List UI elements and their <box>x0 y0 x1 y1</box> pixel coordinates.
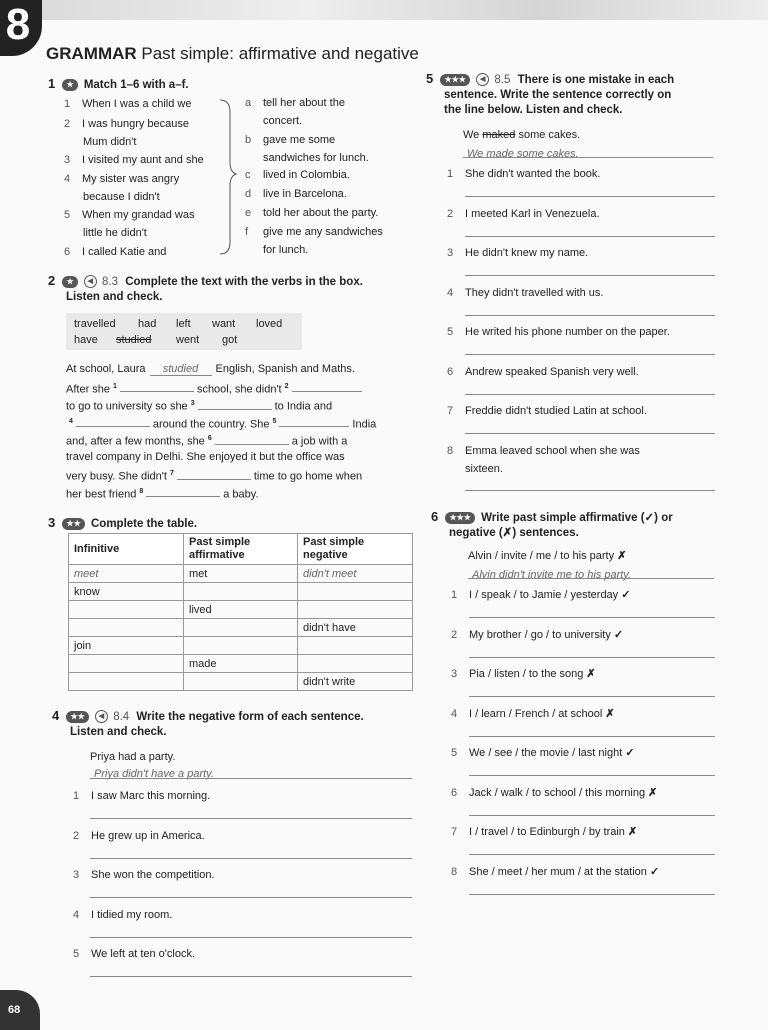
ex1-item-text: When I was a child we <box>82 98 192 110</box>
table-cell-empty[interactable] <box>298 601 413 619</box>
ex6-item-number: 8 <box>451 865 458 878</box>
ex2-text-line <box>66 360 355 378</box>
gap-line[interactable] <box>292 381 362 392</box>
answer-line <box>468 578 714 579</box>
ex5-instruction-3: the line below. Listen and check. <box>444 104 623 116</box>
ex6-number: 6 <box>431 509 439 524</box>
ex1-item-text: I visited my aunt and she <box>82 154 204 166</box>
ex4-item-text: She won the competition. <box>91 869 215 881</box>
table-cell: met <box>184 565 298 583</box>
ex2-text-segment: around the country. She <box>152 418 270 431</box>
ex4-item-number: 2 <box>73 829 80 842</box>
table-cell-empty[interactable] <box>298 583 413 601</box>
ex1-option-letter: e <box>245 207 252 219</box>
table-cell: join <box>69 637 184 655</box>
ex5-item-text: Freddie didn't studied Latin at school. <box>465 405 647 417</box>
table-header-1 <box>184 534 298 565</box>
page-title <box>46 44 419 64</box>
answer-line[interactable] <box>90 937 412 938</box>
cross-icon: ✗ <box>648 786 658 799</box>
gap-line[interactable] <box>120 381 194 392</box>
ex5-item-text: He didn't knew my name. <box>465 247 589 259</box>
answer-line[interactable] <box>469 775 715 776</box>
word-box-item: want <box>212 318 236 330</box>
top-banner <box>0 0 768 20</box>
word-box <box>66 313 302 350</box>
ex6-item-number: 7 <box>451 826 458 838</box>
ex4-instruction: Write the negative form of each sentence. <box>136 711 364 723</box>
ex1-option-text: gave me some <box>263 134 336 146</box>
ex6-item <box>469 626 623 644</box>
table-cell: meet <box>69 565 184 583</box>
ex1-instruction: Match 1–6 with a–f. <box>83 79 189 91</box>
table-row <box>69 637 413 655</box>
ex2-text-segment: school, she didn't <box>196 383 282 396</box>
ex5-item-text: She didn't wanted the book. <box>465 168 601 180</box>
ex5-item-number: 2 <box>447 207 454 220</box>
ex2-heading <box>48 273 363 305</box>
ex4-item-text: I saw Marc this morning. <box>91 790 211 802</box>
answer-line[interactable] <box>465 315 715 316</box>
ex1-item-number: 1 <box>64 98 71 110</box>
cross-icon: ✗ <box>605 707 615 720</box>
ex1-item-number: 4 <box>64 173 71 185</box>
answer-line[interactable] <box>469 815 715 816</box>
table-cell-empty[interactable] <box>184 619 298 637</box>
ex4-example-answer: Priya didn't have a party. <box>94 768 214 780</box>
gap-line[interactable] <box>215 434 289 445</box>
cross-icon: ✗ <box>586 668 596 680</box>
table-cell-empty[interactable] <box>298 655 413 673</box>
answer-line[interactable] <box>465 275 715 276</box>
ex1-option-letter: f <box>245 226 249 238</box>
title-bold: GRAMMAR <box>46 44 137 63</box>
audio-icon[interactable]: ◀ <box>95 710 108 723</box>
ex6-item-number: 2 <box>451 628 458 641</box>
cross-icon: ✗ <box>617 550 627 562</box>
ex1-option-text: tell her about the <box>263 97 345 109</box>
table-cell-empty[interactable] <box>184 673 298 691</box>
answer-line[interactable] <box>90 897 412 898</box>
ex4-track: 8.4 <box>113 711 130 723</box>
ex1-stars: ★ <box>62 79 77 91</box>
ex4-instruction-2: Listen and check. <box>70 726 167 738</box>
table-header-2 <box>298 534 413 565</box>
table-row <box>69 673 413 691</box>
ex6-example-answer: Alvin didn't invite me to his party. <box>472 569 632 581</box>
table-cell-empty[interactable] <box>184 637 298 655</box>
ex2-text-line <box>66 448 345 466</box>
answer-line[interactable] <box>90 858 412 859</box>
page-number: 68 <box>0 990 40 1030</box>
table-row <box>69 583 413 601</box>
tick-icon: ✓ <box>613 628 624 641</box>
ex2-example-answer: studied <box>150 363 212 376</box>
ex4-item-number: 3 <box>73 869 80 881</box>
ex6-item-text: I / learn / French / at school <box>469 707 603 720</box>
ex2-text-segment: India <box>352 418 377 431</box>
ex1-option-text: give me any sandwiches <box>263 226 383 238</box>
table-row <box>69 655 413 673</box>
gap-line[interactable] <box>279 416 349 427</box>
ex5-track: 8.5 <box>494 74 511 86</box>
ex4-item-text: I tidied my room. <box>91 908 173 921</box>
ex2-track: 8.3 <box>102 276 119 288</box>
table-cell-empty[interactable] <box>69 619 184 637</box>
word-box-item: got <box>222 334 238 346</box>
table-cell-empty[interactable] <box>184 583 298 601</box>
ex1-option-letter: a <box>245 97 252 109</box>
ex6-item-number: 1 <box>451 589 458 601</box>
ex6-item-number: 4 <box>451 707 458 720</box>
ex5-example-strike: maked <box>482 129 516 141</box>
ex6-example-text: Alvin / invite / me / to his party <box>468 550 615 562</box>
word-box-item-used: studied <box>116 334 152 346</box>
gap-number: 1 <box>113 382 117 390</box>
table-header-text: negative <box>303 549 348 561</box>
table-row <box>69 565 413 583</box>
table-cell: lived <box>184 601 298 619</box>
ex5-item-number: 3 <box>447 247 454 259</box>
ex2-text-segment: very busy. She didn't <box>66 470 167 483</box>
ex5-item-number: 7 <box>447 405 454 417</box>
ex2-text-segment: to go to university so she <box>66 400 188 413</box>
ex1-option-text: for lunch. <box>263 244 309 256</box>
ex2-text-line <box>66 483 259 504</box>
ex6-item <box>469 744 635 762</box>
ex1-item-number: 5 <box>64 209 71 221</box>
ex2-stars: ★ <box>62 276 77 288</box>
ex2-text-segment: to India and <box>274 400 333 413</box>
audio-icon[interactable]: ◀ <box>84 275 97 288</box>
ex1-item-text: little he didn't <box>83 227 147 239</box>
ex2-text-segment: and, after a few months, she <box>66 435 205 448</box>
table-cell-empty[interactable] <box>69 601 184 619</box>
ex4-item-number: 4 <box>73 908 80 921</box>
ex5-number: 5 <box>426 71 434 86</box>
brace-icon <box>216 92 240 262</box>
audio-icon[interactable]: ◀ <box>476 73 489 86</box>
answer-line[interactable] <box>469 736 715 737</box>
ex2-text-segment: her best friend <box>66 488 137 501</box>
answer-line[interactable] <box>465 394 715 395</box>
word-box-item: had <box>138 318 157 330</box>
gap-line[interactable] <box>146 486 220 497</box>
cross-icon: ✗ <box>627 826 638 838</box>
ex6-item <box>469 784 657 802</box>
gap-line[interactable] <box>76 416 150 427</box>
ex6-item-text: Pia / listen / to the song <box>469 668 584 680</box>
ex1-item-number: 3 <box>64 154 71 166</box>
answer-line[interactable] <box>469 657 715 658</box>
ex2-instruction-2: Listen and check. <box>66 291 163 303</box>
ex2-text-segment: After she <box>66 383 111 396</box>
ex5-item-text: He writed his phone number on the paper. <box>465 326 670 338</box>
ex3-number: 3 <box>48 515 56 530</box>
ex1-option-text: lived in Colombia. <box>263 169 350 181</box>
ex6-item-number: 5 <box>451 747 458 759</box>
table-cell: didn't meet <box>298 565 413 583</box>
ex5-instruction-2: sentence. Write the sentence correctly on <box>444 89 672 101</box>
ex6-item-number: 6 <box>451 786 458 799</box>
ex1-item-number: 2 <box>64 118 71 130</box>
unit-badge: 8 <box>0 0 42 56</box>
ex1-option-text: sandwiches for lunch. <box>263 152 369 164</box>
table-cell: didn't write <box>298 673 413 691</box>
ex4-stars: ★★ <box>66 711 88 723</box>
answer-line[interactable] <box>465 433 715 434</box>
word-box-item: loved <box>256 318 283 330</box>
ex6-item <box>469 665 596 683</box>
ex2-text-segment: At school, Laura <box>66 363 146 375</box>
ex4-item-number: 1 <box>73 790 80 802</box>
ex4-number: 4 <box>52 708 60 723</box>
ex2-text-segment: English, Spanish and Maths. <box>215 363 355 375</box>
ex1-item-text: My sister was angry <box>82 173 180 185</box>
ex5-item-number: 1 <box>447 168 454 180</box>
ex1-number: 1 <box>48 76 56 91</box>
ex5-item-text: Andrew speaked Spanish very well. <box>465 365 639 378</box>
ex1-option-text: told her about the party. <box>263 207 379 219</box>
ex1-item-text: I was hungry because <box>82 118 190 130</box>
verb-table <box>68 533 413 691</box>
gap-number: 8 <box>139 487 144 495</box>
ex6-item <box>469 823 637 841</box>
ex3-instruction: Complete the table. <box>90 518 198 530</box>
ex2-number: 2 <box>48 273 56 288</box>
table-header-text: Past simple <box>303 536 365 548</box>
ex6-item <box>469 863 659 881</box>
ex2-text-segment: time to go home when <box>253 470 363 483</box>
table-cell: made <box>184 655 298 673</box>
table-cell: know <box>69 583 184 601</box>
word-box-item: went <box>176 334 200 346</box>
ex6-item <box>469 586 630 604</box>
answer-line[interactable] <box>465 490 715 491</box>
table-row <box>69 619 413 637</box>
ex6-item <box>469 705 615 723</box>
ex6-item-text: We / see / the movie / last night <box>469 747 623 759</box>
gap-number: 5 <box>272 417 277 425</box>
ex6-item-text: She / meet / her mum / at the station <box>469 865 647 878</box>
ex6-instruction-2: negative (✗) sentences. <box>449 527 579 539</box>
gap-line[interactable] <box>177 469 251 480</box>
ex5-item-text: Emma leaved school when she was <box>465 444 640 457</box>
gap-number: 4 <box>69 417 73 425</box>
answer-line <box>90 778 412 779</box>
ex3-heading <box>48 515 197 532</box>
gap-number: 6 <box>207 435 212 442</box>
ex5-item-number: 4 <box>447 286 454 299</box>
ex1-option-letter: d <box>245 188 252 200</box>
ex5-item-text: I meeted Karl in Venezuela. <box>465 207 600 220</box>
ex1-item-text: Mum didn't <box>83 136 137 148</box>
ex2-instruction: Complete the text with the verbs in the box. <box>125 276 363 288</box>
gap-line[interactable] <box>198 399 272 410</box>
table-header-0 <box>69 534 184 565</box>
ex4-item-number: 5 <box>73 948 80 960</box>
ex1-item-text: When my grandad was <box>82 209 195 221</box>
ex1-option-letter: b <box>245 134 252 146</box>
table-cell-empty[interactable] <box>298 637 413 655</box>
ex5-example-pre: We <box>463 129 483 141</box>
ex1-option-letter: c <box>245 169 251 181</box>
table-cell: didn't have <box>298 619 413 637</box>
ex6-item-number: 3 <box>451 668 458 680</box>
ex5-stars: ★★★ <box>440 74 470 86</box>
ex6-item-text: I / travel / to Edinburgh / by train <box>469 826 625 838</box>
ex5-example-post: some cakes. <box>515 129 581 141</box>
tick-icon: ✓ <box>625 747 635 759</box>
answer-line <box>463 157 713 158</box>
ex2-text-segment: travel company in Delhi. She enjoyed it but the office was <box>66 450 345 463</box>
answer-line[interactable] <box>469 854 715 855</box>
ex6-heading <box>431 509 673 541</box>
word-box-item: have <box>74 334 98 346</box>
word-box-item: left <box>176 318 191 330</box>
ex4-item-text: We left at ten o'clock. <box>91 948 196 960</box>
ex6-item-text: My brother / go / to university <box>469 628 611 641</box>
ex1-item-text: because I didn't <box>83 191 160 203</box>
ex1-option-text: live in Barcelona. <box>263 188 347 200</box>
title-rest: Past simple: affirmative and negative <box>136 44 419 63</box>
table-row <box>69 601 413 619</box>
ex6-example <box>468 547 626 565</box>
ex5-heading <box>426 71 674 118</box>
answer-line[interactable] <box>469 696 715 697</box>
table-cell-empty[interactable] <box>69 673 184 691</box>
ex6-item-text: Jack / walk / to school / this morning <box>469 786 646 799</box>
table-header-text: Infinitive <box>74 542 120 555</box>
gap-number: 2 <box>284 382 289 390</box>
tick-icon: ✓ <box>649 865 660 878</box>
ex1-item-number: 6 <box>64 246 71 258</box>
ex2-text-segment: a baby. <box>223 488 259 501</box>
word-box-item: travelled <box>74 318 116 330</box>
table-cell-empty[interactable] <box>69 655 184 673</box>
ex5-instruction: There is one mistake in each <box>517 74 675 86</box>
table-header-text: Past simple <box>189 536 251 548</box>
ex6-item-text: I / speak / to Jamie / yesterday <box>469 589 619 601</box>
ex1-heading <box>48 76 189 93</box>
answer-line[interactable] <box>469 894 715 895</box>
gap-number: 3 <box>190 400 195 407</box>
answer-line[interactable] <box>90 976 412 977</box>
ex4-example: Priya had a party. <box>90 751 176 763</box>
answer-line[interactable] <box>469 617 715 618</box>
answer-line[interactable] <box>465 354 715 355</box>
ex6-instruction: Write past simple affirmative (✓) or <box>481 512 673 524</box>
answer-line[interactable] <box>465 196 715 197</box>
ex5-example-answer: We made some cakes. <box>467 148 579 160</box>
ex3-stars: ★★ <box>62 518 84 530</box>
ex5-example <box>463 126 580 144</box>
answer-line[interactable] <box>465 236 715 237</box>
tick-icon: ✓ <box>621 589 631 601</box>
ex5-item-number: 5 <box>447 326 454 338</box>
ex5-item-text: sixteen. <box>465 462 503 475</box>
gap-number: 7 <box>169 470 174 477</box>
ex4-item-text: He grew up in America. <box>91 829 205 842</box>
ex5-item-number: 6 <box>447 365 454 378</box>
ex5-item-number: 8 <box>447 444 454 457</box>
ex4-heading <box>52 708 364 740</box>
ex5-item-text: They didn't travelled with us. <box>465 286 604 299</box>
ex2-text-segment: a job with a <box>291 435 348 448</box>
ex6-stars: ★★★ <box>445 512 475 524</box>
table-header-text: affirmative <box>189 549 245 561</box>
answer-line[interactable] <box>90 818 412 819</box>
ex1-item-text: I called Katie and <box>82 246 167 258</box>
ex1-option-text: concert. <box>263 115 303 127</box>
